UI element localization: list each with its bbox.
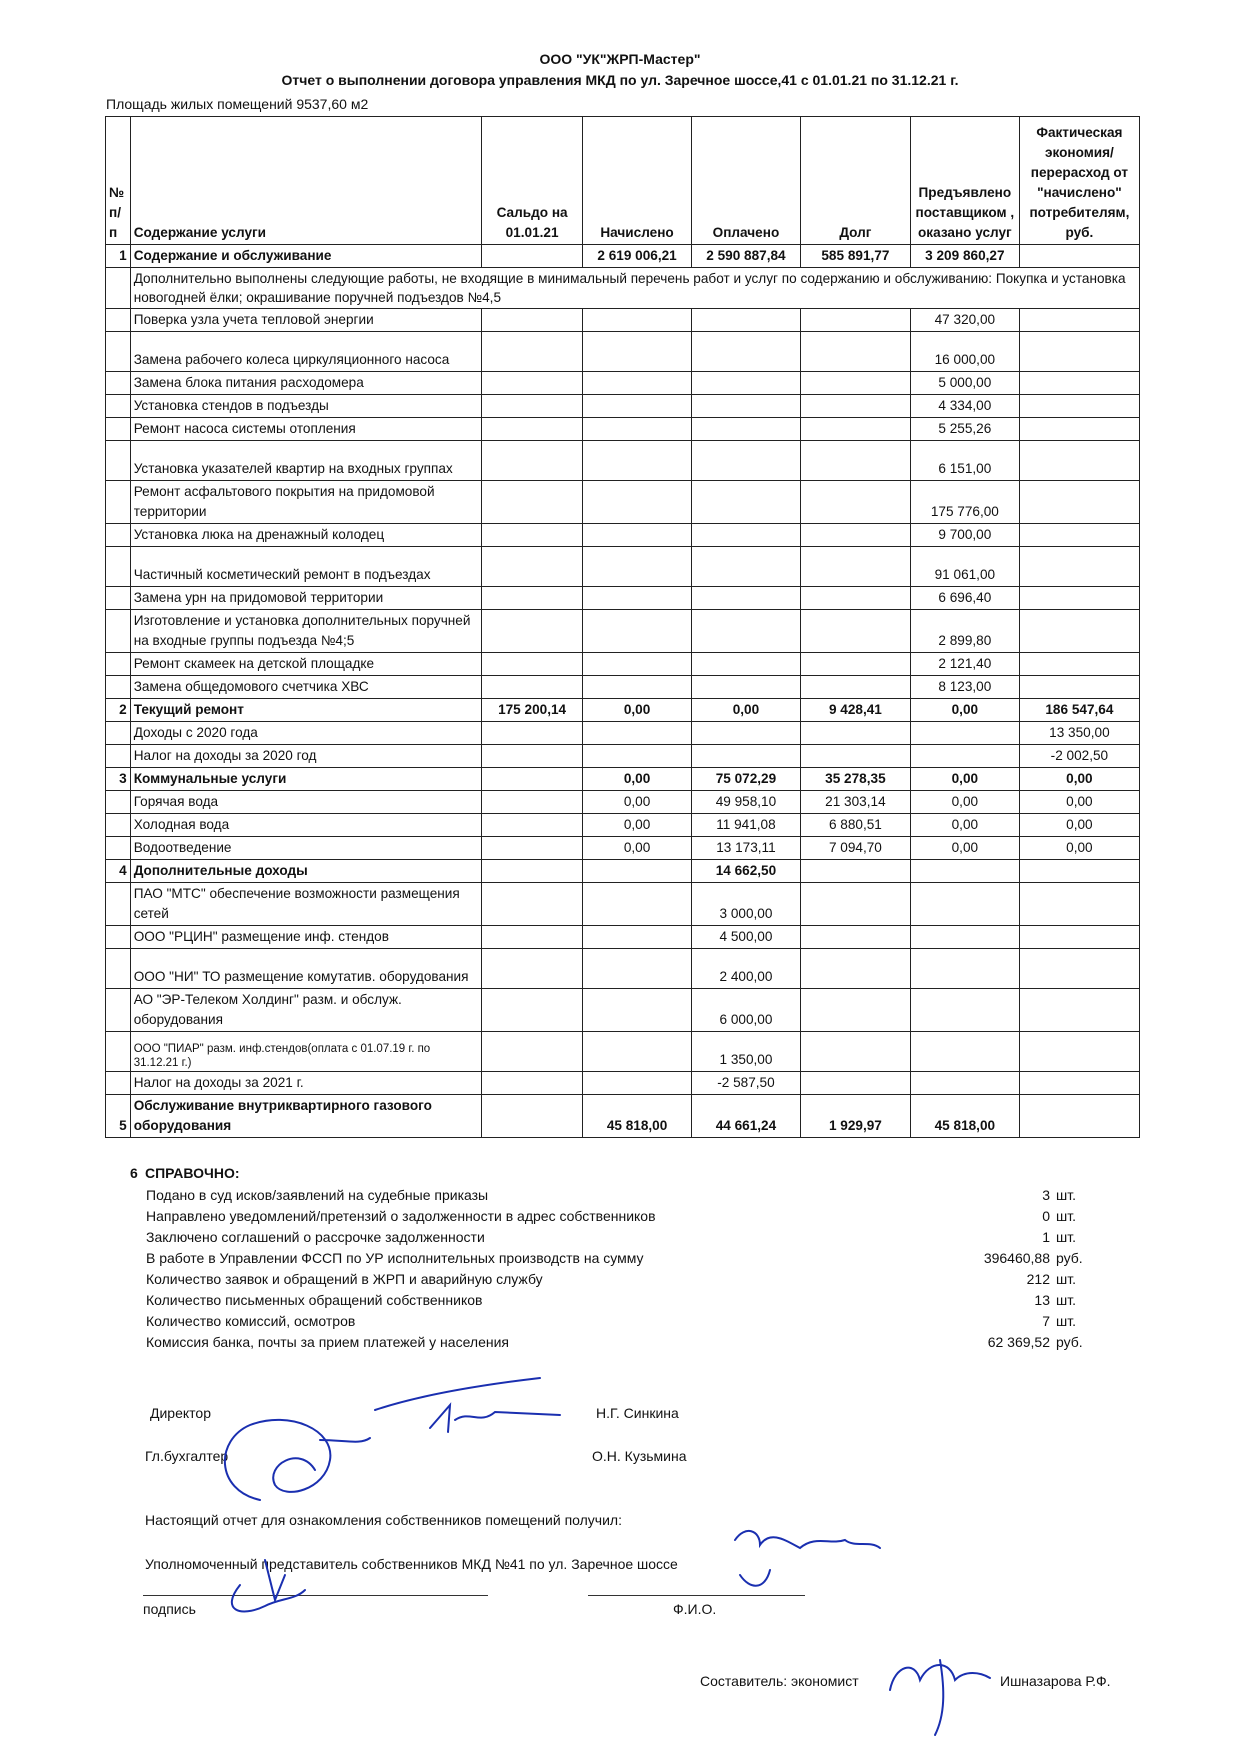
cell-service: ООО "НИ" ТО размещение комутатив. оборудования (130, 949, 481, 989)
accountant-label: Гл.бухгалтер (145, 1448, 229, 1464)
cell-charged: 0,00 (583, 837, 692, 860)
received-text: Настоящий отчет для ознакомления собственников помещений получил: (145, 1512, 622, 1528)
reference-unit: шт. (1056, 1187, 1076, 1203)
reference-value: 3 (1042, 1187, 1050, 1203)
reference-label: Количество комиссий, осмотров (146, 1313, 356, 1329)
cell-charged: 0,00 (583, 791, 692, 814)
col-charged: Начислено (583, 117, 692, 245)
cell-service: Ремонт скамеек на детской площадке (130, 653, 481, 676)
cell-presented: 16 000,00 (910, 332, 1019, 372)
compiler-label: Составитель: экономист (700, 1673, 859, 1689)
cell-charged: 45 818,00 (583, 1095, 692, 1138)
cell-service: Поверка узла учета тепловой энергии (130, 309, 481, 332)
cell-presented: 0,00 (910, 768, 1019, 791)
reference-num: 6 (130, 1165, 138, 1181)
cell-paid: 14 662,50 (692, 860, 801, 883)
cell-paid: 13 173,11 (692, 837, 801, 860)
cell-presented: 0,00 (910, 837, 1019, 860)
report-title: Отчет о выполнении договора управления МКД по ул. Заречное шоссе,41 с 01.01.21 по 31.12.21 г. (281, 72, 959, 88)
cell-debt: 21 303,14 (800, 791, 910, 814)
reference-value: 1 (1042, 1229, 1050, 1245)
representative-text: Уполномоченный представитель собственников МКД №41 по ул. Заречное шоссе (145, 1556, 678, 1572)
cell-service: Замена рабочего колеса циркуляционного насоса (130, 332, 481, 372)
cell-service: Дополнительные доходы (130, 860, 481, 883)
cell-paid: 3 000,00 (692, 883, 801, 926)
cell-paid: 1 350,00 (692, 1032, 801, 1072)
cell-presented: 0,00 (910, 791, 1019, 814)
cell-presented: 2 899,80 (910, 610, 1019, 653)
cell-presented: 6 151,00 (910, 441, 1019, 481)
cell-economy: -2 002,50 (1019, 745, 1139, 768)
cell-presented: 4 334,00 (910, 395, 1019, 418)
cell-paid: -2 587,50 (692, 1072, 801, 1095)
reference-unit: руб. (1056, 1250, 1083, 1266)
col-saldo: Сальдо на 01.01.21 (482, 117, 583, 245)
reference-label: Подано в суд исков/заявлений на судебные приказы (146, 1187, 489, 1203)
reference-label: Количество письменных обращений собственников (146, 1292, 483, 1308)
cell-presented: 2 121,40 (910, 653, 1019, 676)
cell-service: Водоотведение (130, 837, 481, 860)
cell-service: Текущий ремонт (130, 699, 481, 722)
cell-paid: 75 072,29 (692, 768, 801, 791)
director-signature-stroke (375, 1378, 540, 1410)
cell-service: Налог на доходы за 2021 г. (130, 1072, 481, 1095)
director-label: Директор (150, 1405, 211, 1421)
col-debt: Долг (800, 117, 910, 245)
director-name: Н.Г. Синкина (596, 1405, 679, 1421)
cell-service: Замена общедомового счетчика ХВС (130, 676, 481, 699)
cell-economy: 186 547,64 (1019, 699, 1139, 722)
cell-debt: 7 094,70 (800, 837, 910, 860)
cell-presented: 0,00 (910, 814, 1019, 837)
col-service: Содержание услуги (130, 117, 481, 245)
sign-label: подпись (143, 1601, 196, 1617)
reference-title: СПРАВОЧНО: (145, 1165, 240, 1181)
cell-num: 1 (106, 245, 131, 268)
accountant-name: О.Н. Кузьмина (592, 1448, 687, 1464)
cell-economy: 13 350,00 (1019, 722, 1139, 745)
reference-unit: шт. (1056, 1271, 1076, 1287)
cell-service: ООО "РЦИН" размещение инф. стендов (130, 926, 481, 949)
cell-service: ПАО "МТС" обеспечение возможности размещения сетей (130, 883, 481, 926)
cell-saldo: 175 200,14 (482, 699, 583, 722)
company-name: ООО "УК"ЖРП-Мастер" (539, 51, 701, 67)
reference-unit: руб. (1056, 1334, 1083, 1350)
cell-service: Содержание и обслуживание (130, 245, 481, 268)
fio-label: Ф.И.О. (673, 1601, 717, 1617)
cell-service: Замена урн на придомовой территории (130, 587, 481, 610)
cell-paid: 44 661,24 (692, 1095, 801, 1138)
cell-presented: 47 320,00 (910, 309, 1019, 332)
cell-num: 4 (106, 860, 131, 883)
cell-service: Доходы с 2020 года (130, 722, 481, 745)
col-paid: Оплачено (692, 117, 801, 245)
cell-economy: 0,00 (1019, 837, 1139, 860)
cell-presented: 91 061,00 (910, 547, 1019, 587)
reference-value: 13 (1034, 1292, 1050, 1308)
cell-service: Изготовление и установка дополнительных поручней на входные группы подъезда №4;5 (130, 610, 481, 653)
cell-debt: 585 891,77 (800, 245, 910, 268)
cell-presented: 3 209 860,27 (910, 245, 1019, 268)
cell-service: Частичный косметический ремонт в подъездах (130, 547, 481, 587)
cell-presented: 0,00 (910, 699, 1019, 722)
compiler-name: Ишназарова Р.Ф. (1000, 1673, 1111, 1689)
cell-presented: 5 000,00 (910, 372, 1019, 395)
cell-presented: 9 700,00 (910, 524, 1019, 547)
reference-value: 212 (1026, 1271, 1050, 1287)
reference-unit: шт. (1056, 1292, 1076, 1308)
cell-service: Холодная вода (130, 814, 481, 837)
cell-service: Ремонт насоса системы отопления (130, 418, 481, 441)
cell-debt: 35 278,35 (800, 768, 910, 791)
cell-num: 2 (106, 699, 131, 722)
cell-service: Замена блока питания расходомера (130, 372, 481, 395)
reference-value: 62 369,52 (987, 1334, 1050, 1350)
cell-paid: 0,00 (692, 699, 801, 722)
reference-label: Комиссия банка, почты за прием платежей у населения (146, 1334, 509, 1350)
cell-service: Установка указателей квартир на входных группах (130, 441, 481, 481)
cell-service: Коммунальные услуги (130, 768, 481, 791)
reference-value: 396460,88 (983, 1250, 1050, 1266)
cell-service: АО "ЭР-Телеком Холдинг" разм. и обслуж. оборудования (130, 989, 481, 1032)
col-presented: Предъявлено поставщиком , оказано услуг (910, 117, 1019, 245)
cell-paid: 6 000,00 (692, 989, 801, 1032)
reference-unit: шт. (1056, 1229, 1076, 1245)
cell-charged: 0,00 (583, 768, 692, 791)
cell-service: Ремонт асфальтового покрытия на придомовой территории (130, 481, 481, 524)
cell-service: ООО "ПИАР" разм. инф.стендов(оплата с 01.07.19 г. по 31.12.21 г.) (130, 1032, 481, 1072)
cell-num: 5 (106, 1095, 131, 1138)
reference-unit: шт. (1056, 1208, 1076, 1224)
cell-service: Обслуживание внутриквартирного газового оборудования (130, 1095, 481, 1138)
cell-economy: 0,00 (1019, 791, 1139, 814)
reference-label: В работе в Управлении ФССП по УР исполнительных производств на сумму (146, 1250, 644, 1266)
cell-presented: 45 818,00 (910, 1095, 1019, 1138)
reference-label: Направлено уведомлений/претензий о задолженности в адрес собственников (146, 1208, 656, 1224)
living-area: Площадь жилых помещений 9537,60 м2 (106, 96, 369, 112)
cell-debt: 9 428,41 (800, 699, 910, 722)
cell-charged: 0,00 (583, 699, 692, 722)
cell-paid: 2 590 887,84 (692, 245, 801, 268)
cell-paid: 2 400,00 (692, 949, 801, 989)
additional-works-note: Дополнительно выполнены следующие работы, не входящие в минимальный перечень работ и услуг по содержанию и обслуживанию: Покупка и установка новогодней ёлки; окрашивание поручней подъездов №4,5 (130, 268, 1139, 309)
cell-economy: 0,00 (1019, 768, 1139, 791)
cell-presented: 5 255,26 (910, 418, 1019, 441)
reference-label: Количество заявок и обращений в ЖРП и аварийную службу (146, 1271, 543, 1287)
reference-value: 7 (1042, 1313, 1050, 1329)
reference-label: Заключено соглашений о рассрочке задолженности (146, 1229, 485, 1245)
cell-presented: 8 123,00 (910, 676, 1019, 699)
cell-paid: 11 941,08 (692, 814, 801, 837)
cell-charged: 2 619 006,21 (583, 245, 692, 268)
col-num: № п/п (106, 117, 131, 245)
cell-charged: 0,00 (583, 814, 692, 837)
reference-value: 0 (1042, 1208, 1050, 1224)
col-economy: Фактическая экономия/перерасход от "начислено" потребителям, руб. (1019, 117, 1139, 245)
cell-service: Установка стендов в подъезды (130, 395, 481, 418)
cell-service: Установка люка на дренажный колодец (130, 524, 481, 547)
cell-presented: 175 776,00 (910, 481, 1019, 524)
cell-num: 3 (106, 768, 131, 791)
cell-economy: 0,00 (1019, 814, 1139, 837)
cell-paid: 4 500,00 (692, 926, 801, 949)
cell-service: Налог на доходы за 2020 год (130, 745, 481, 768)
cell-debt: 1 929,97 (800, 1095, 910, 1138)
reference-unit: шт. (1056, 1313, 1076, 1329)
cell-service: Горячая вода (130, 791, 481, 814)
cell-paid: 49 958,10 (692, 791, 801, 814)
cell-debt: 6 880,51 (800, 814, 910, 837)
cell-presented: 6 696,40 (910, 587, 1019, 610)
